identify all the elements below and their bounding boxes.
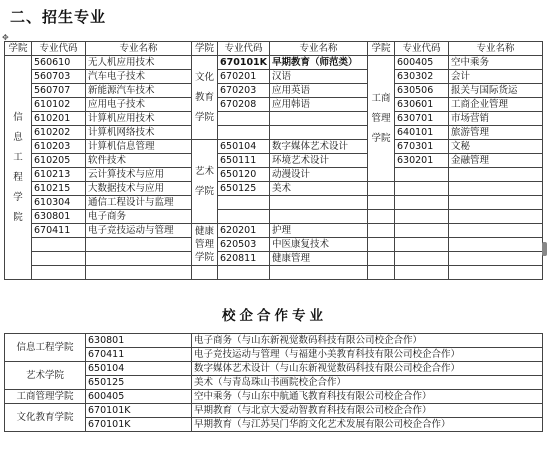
major-code: 620811 [218,252,270,266]
major-name [270,126,368,140]
major-name: 新能源汽车技术 [86,84,192,98]
major-name: 中医康复技术 [270,238,368,252]
empty-cell [368,266,395,280]
coop-name: 数字媒体艺术设计（与山东新视觉数码科技有限公司校企合作） [192,362,543,376]
major-code: 610213 [32,168,86,182]
major-name: 应用电子技术 [86,98,192,112]
major-name: 大数据技术与应用 [86,182,192,196]
major-name: 动漫设计 [270,168,368,182]
empty-cell [368,238,395,252]
major-name: 通信工程设计与监理 [86,196,192,210]
empty-cell [368,210,395,224]
major-name: 早期教育（师范类） [270,56,368,70]
table-row [5,56,543,70]
major-code [395,252,449,266]
scroll-handle[interactable] [542,242,547,256]
major-name: 金融管理 [449,154,543,168]
coop-table [4,333,543,432]
major-name: 云计算技术与应用 [86,168,192,182]
college-art: 艺术学院 [192,140,218,224]
major-name: 计算机应用技术 [86,112,192,126]
header-code: 专业代码 [395,42,449,56]
major-code: 560703 [32,70,86,84]
table-anchor-icon: ✥ [2,33,9,42]
major-name: 汉语 [270,70,368,84]
major-name: 旅游管理 [449,126,543,140]
major-code: 670208 [218,98,270,112]
college-culture: 文化教育学院 [192,56,218,140]
empty-cell [368,252,395,266]
table-row [5,70,543,84]
major-name [449,238,543,252]
header-college: 学院 [192,42,218,56]
major-name: 电子竞技运动与管理 [86,224,192,238]
major-code: 670203 [218,84,270,98]
table-row [5,84,543,98]
major-name: 市场营销 [449,112,543,126]
empty-cell [368,182,395,196]
coop-college: 艺术学院 [5,362,86,390]
header-name: 专业名称 [86,42,192,56]
coop-name: 空中乘务（与山东中航通飞教育科技有限公司校企合作） [192,390,543,404]
major-code: 670411 [32,224,86,238]
major-code: 630302 [395,70,449,84]
header-college: 学院 [5,42,32,56]
major-name [449,224,543,238]
major-code: 670201 [218,70,270,84]
coop-name: 电子竞技运动与管理（与福建小美教育科技有限公司校企合作） [192,348,543,362]
major-code: 610102 [32,98,86,112]
major-name: 数字媒体艺术设计 [270,140,368,154]
table-row [5,154,543,168]
table-row [5,126,543,140]
major-code [32,266,86,280]
major-name: 会计 [449,70,543,84]
major-code: 670301 [395,140,449,154]
major-code [218,196,270,210]
major-code: 650104 [218,140,270,154]
coop-name: 早期教育（与北京大爱动智教育科技有限公司校企合作） [192,404,543,418]
major-name: 护理 [270,224,368,238]
table-row [5,112,543,126]
major-code [395,210,449,224]
coop-college: 工商管理学院 [5,390,86,404]
majors-table [4,41,543,280]
major-name [449,210,543,224]
coop-college: 文化教育学院 [5,404,86,432]
major-code: 620503 [218,238,270,252]
major-code [395,224,449,238]
major-code: 620201 [218,224,270,238]
coop-row [5,334,543,348]
header-code: 专业代码 [218,42,270,56]
college-info-eng: 信 息 工 程 学 院 [5,56,32,280]
table-row [5,266,543,280]
empty-cell [368,196,395,210]
major-name: 软件技术 [86,154,192,168]
major-name [86,266,192,280]
coop-name: 电子商务（与山东新视觉数码科技有限公司校企合作） [192,334,543,348]
major-code: 610201 [32,112,86,126]
major-name [270,210,368,224]
major-name [270,196,368,210]
major-code [395,168,449,182]
major-code [395,238,449,252]
coop-code: 600405 [86,390,192,404]
header-college: 学院 [368,42,395,56]
major-name: 应用韩语 [270,98,368,112]
major-name [449,182,543,196]
table-row [5,252,543,266]
major-code: 630506 [395,84,449,98]
coop-row [5,362,543,376]
major-name: 空中乘务 [449,56,543,70]
section-heading: 二、招生专业 [10,8,107,26]
major-code: 610202 [32,126,86,140]
table-row [5,238,543,252]
major-code: 630201 [395,154,449,168]
major-code: 630601 [395,98,449,112]
major-code [395,182,449,196]
major-name: 电子商务 [86,210,192,224]
major-code: 610205 [32,154,86,168]
major-code [395,266,449,280]
major-name [449,266,543,280]
major-code [218,266,270,280]
major-code: 650111 [218,154,270,168]
major-code [32,252,86,266]
major-name: 计算机网络技术 [86,126,192,140]
coop-code: 630801 [86,334,192,348]
major-code [218,126,270,140]
major-name: 报关与国际货运 [449,84,543,98]
table-row [5,98,543,112]
coop-code: 670411 [86,348,192,362]
major-code: 560610 [32,56,86,70]
major-name: 应用英语 [270,84,368,98]
major-code [218,112,270,126]
header-code: 专业代码 [32,42,86,56]
major-code [32,238,86,252]
coop-code: 670101K [86,418,192,432]
empty-cell [368,224,395,238]
major-name [449,196,543,210]
major-code [395,196,449,210]
coop-college: 信息工程学院 [5,334,86,362]
coop-title: 校企合作专业 [222,308,327,324]
coop-row [5,404,543,418]
major-name: 健康管理 [270,252,368,266]
major-name [86,252,192,266]
table-row [5,168,543,182]
coop-row [5,376,543,390]
table-row [5,182,543,196]
major-name: 计算机信息管理 [86,140,192,154]
major-code: 610304 [32,196,86,210]
major-code [218,210,270,224]
major-code: 610215 [32,182,86,196]
coop-code: 670101K [86,404,192,418]
coop-row [5,418,543,432]
coop-code: 650125 [86,376,192,390]
major-name: 无人机应用技术 [86,56,192,70]
major-code: 610203 [32,140,86,154]
major-name [449,168,543,182]
major-code: 560707 [32,84,86,98]
major-code: 630801 [32,210,86,224]
coop-code: 650104 [86,362,192,376]
major-code: 600405 [395,56,449,70]
table-row [5,196,543,210]
major-name [270,266,368,280]
header-row [5,42,543,56]
major-name [449,252,543,266]
major-name [270,112,368,126]
header-name: 专业名称 [449,42,543,56]
coop-name: 美术（与青岛珠山书画院校企合作） [192,376,543,390]
coop-row [5,348,543,362]
major-name: 工商企业管理 [449,98,543,112]
table-row [5,224,543,238]
empty-cell [192,266,218,280]
major-name: 美术 [270,182,368,196]
major-code: 640101 [395,126,449,140]
major-name: 文秘 [449,140,543,154]
major-name: 汽车电子技术 [86,70,192,84]
major-name: 环境艺术设计 [270,154,368,168]
table-row [5,140,543,154]
coop-row [5,390,543,404]
major-code: 670101K [218,56,270,70]
header-name: 专业名称 [270,42,368,56]
major-code: 630701 [395,112,449,126]
coop-name: 早期教育（与江苏吴门华韵文化艺术发展有限公司校企合作） [192,418,543,432]
major-code: 650125 [218,182,270,196]
major-name [86,238,192,252]
table-row [5,210,543,224]
college-health: 健康管理学院 [192,224,218,266]
major-code: 650120 [218,168,270,182]
college-business: 工商管理学院 [368,56,395,182]
